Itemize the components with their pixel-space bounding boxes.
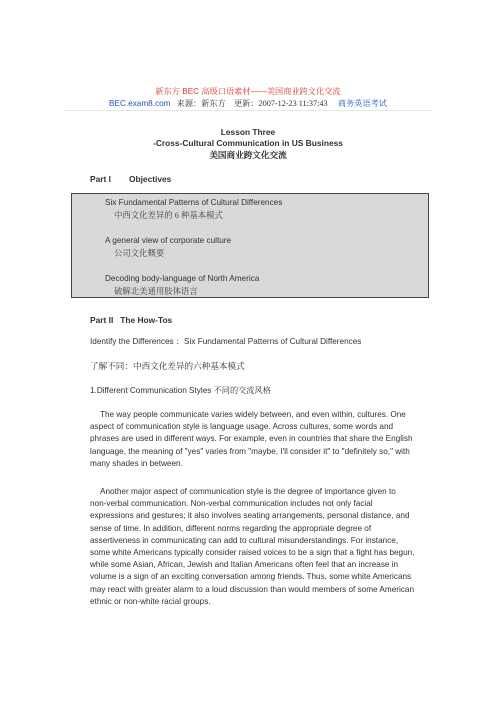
part2-title: The How-Tos bbox=[120, 315, 173, 325]
objective-3-en: Decoding body-language of North America bbox=[105, 274, 260, 283]
paragraph-line: may react with greater alarm to a loud discussion than would members of some American bbox=[90, 584, 415, 594]
objective-2-cn: 公司文化概要 bbox=[114, 249, 165, 258]
part1-title: Objectives bbox=[128, 174, 172, 184]
lesson-title-cn: 美国商业跨文化交流 bbox=[209, 150, 287, 160]
paragraph-line: phrases are used in different ways. For example, even in countries that share the English bbox=[90, 434, 413, 444]
paragraph-line: The way people communicate varies widely between, and even within, cultures. One bbox=[100, 410, 406, 419]
objective-1-cn: 中西文化差异的 6 种基本模式 bbox=[114, 211, 223, 220]
paragraph-line: while some Asian, African, Jewish and Italian Americans often feel that an increase in bbox=[90, 560, 399, 570]
part1-label: Part I bbox=[90, 174, 111, 184]
part2-heading bbox=[90, 314, 172, 327]
paragraph-line: aspect of communication style is language usage. Across cultures, some words and bbox=[90, 422, 394, 432]
category-link[interactable]: 商务英语考试 bbox=[337, 99, 387, 108]
lesson-title-en: -Cross-Cultural Communication in US Business bbox=[153, 138, 343, 148]
site-link[interactable]: BEC.exam8.com bbox=[109, 99, 171, 108]
paragraph-line: non-verbal communication. Non-verbal communication includes not only facial bbox=[90, 499, 373, 509]
source-label: 来源：新东方 bbox=[176, 99, 226, 108]
objective-2-en: A general view of corporate culture bbox=[105, 236, 232, 245]
article-title: 新东方 BEC 高级口语素材——美国商业跨文化交流 bbox=[155, 87, 341, 96]
identify-heading-cn: 了解不同：中西文化差异的六种基本模式 bbox=[90, 361, 245, 371]
paragraph-line: volume is a sign of an exciting conversation among friends. Thus, some white Americans bbox=[90, 572, 412, 582]
objective-3-cn: 破解北美通用肢体语言 bbox=[114, 287, 198, 296]
updated-timestamp: 更新：2007-12-23 11:37:43 bbox=[233, 99, 328, 108]
paragraph-2 bbox=[90, 486, 426, 608]
paragraph-line: language, the meaning of "yes" varies from "maybe, I'll consider it" to "definitely so," with bbox=[90, 446, 410, 456]
article-meta bbox=[0, 98, 496, 111]
part1-heading bbox=[90, 173, 171, 186]
objectives-box bbox=[71, 193, 429, 298]
paragraph-line: many shades in between. bbox=[90, 458, 183, 468]
part2-label: Part II bbox=[90, 315, 114, 325]
paragraph-line: ethnic or non-white racial groups. bbox=[90, 596, 211, 606]
header-divider bbox=[64, 110, 432, 111]
objective-1-en: Six Fundamental Patterns of Cultural Differences bbox=[105, 198, 283, 207]
paragraph-line: some white Americans typically consider raised voices to be a sign that a fight has begun, bbox=[90, 548, 415, 558]
section1-heading: 1.Different Communication Styles 不同的交流风格 bbox=[90, 386, 271, 395]
paragraph-line: expressions and gestures; it also involves seating arrangements, personal distance, and bbox=[90, 511, 410, 521]
paragraph-line: assertiveness in communicating can add to cultural misunderstandings. For instance, bbox=[90, 535, 399, 545]
paragraph-line: sense of time. In addition, different norms regarding the appropriate degree of bbox=[90, 523, 372, 533]
lesson-number: Lesson Three bbox=[220, 127, 276, 137]
identify-heading-en: Identify the Differences ：Six Fundamental Patterns of Cultural Differences bbox=[90, 337, 362, 346]
paragraph-1 bbox=[90, 409, 426, 470]
paragraph-line: Another major aspect of communication style is the degree of importance given to bbox=[100, 487, 396, 496]
